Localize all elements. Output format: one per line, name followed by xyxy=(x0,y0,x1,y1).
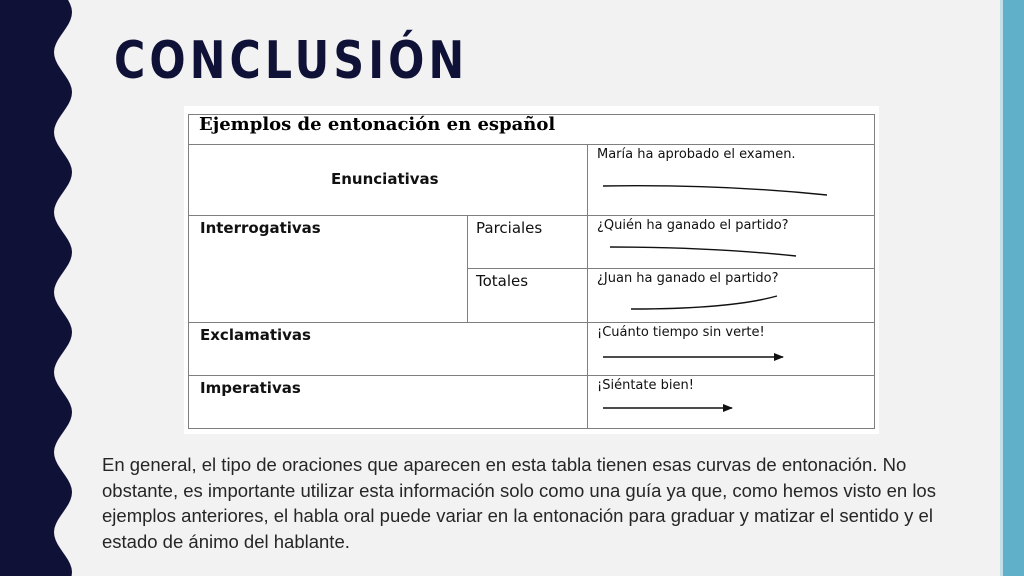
example-enunciativas: María ha aprobado el examen. xyxy=(597,147,796,162)
row-label-exclamativas: Exclamativas xyxy=(200,326,311,344)
example-parciales: ¿Quién ha ganado el partido? xyxy=(597,218,789,233)
curve-parciales xyxy=(610,247,796,256)
example-exclamativas: ¡Cuánto tiempo sin verte! xyxy=(597,325,765,340)
row-label-imperativas: Imperativas xyxy=(200,379,301,397)
curve-totales xyxy=(631,296,777,309)
subrow-label-totales: Totales xyxy=(476,272,529,290)
curve-enunciativas xyxy=(603,186,827,195)
example-totales: ¿Juan ha ganado el partido? xyxy=(597,271,779,286)
subrow-label-parciales: Parciales xyxy=(476,219,543,237)
row-label-interrogativas: Interrogativas xyxy=(200,219,321,237)
slide-title: CONCLUSIÓN xyxy=(114,31,469,91)
conclusion-paragraph: En general, el tipo de oraciones que aparecen en esta tabla tienen esas curvas de entonación. No obstante, es importante utilizar esta información solo como una guía ya que, como hemos visto en los ejemplos anteriores, el habla oral puede variar en la entonación para graduar y matizar el sentido y el estado de ánimo del hablante. xyxy=(102,454,936,552)
example-imperativas: ¡Siéntate bien! xyxy=(597,378,694,393)
row-label-enunciativas: Enunciativas xyxy=(331,170,439,188)
table-title: Ejemplos de entonación en español xyxy=(199,114,556,135)
